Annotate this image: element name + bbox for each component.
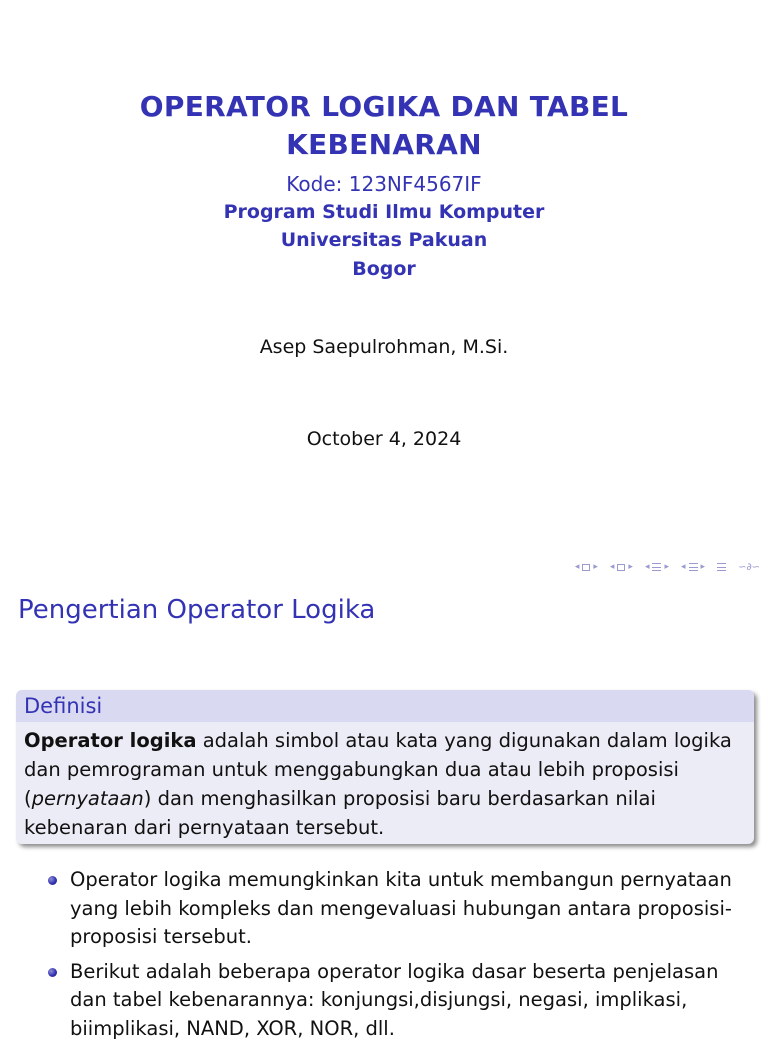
nav-search-group[interactable] xyxy=(738,562,760,573)
course-code: Kode: 123NF4567IF xyxy=(286,172,482,196)
nav-subsection-group[interactable] xyxy=(645,562,669,572)
definition-term: Operator logika xyxy=(24,729,197,752)
frame-title: Pengertian Operator Logika xyxy=(18,595,376,625)
beamer-navigation-bar xyxy=(575,558,760,576)
nav-appendix-group[interactable] xyxy=(717,563,726,571)
title-line-1: OPERATOR LOGIKA DAN TABEL xyxy=(139,90,629,123)
nav-next-arrow-icon[interactable]: ▸ xyxy=(593,562,598,572)
definition-block xyxy=(16,690,754,844)
section-icon[interactable] xyxy=(689,563,698,571)
nav-next-section-icon[interactable]: ▸ xyxy=(700,562,706,572)
nav-section-group[interactable] xyxy=(681,562,705,572)
list-item-text: Operator logika memungkinkan kita untuk membangun pernyataan yang lebih kompleks dan mengevaluasi hubungan antara proposisi-proposisi tersebut. xyxy=(70,868,732,948)
definition-text-2: ) dan menghasilkan proposisi baru berdasarkan nilai kebenaran dari pernyataan tersebut. xyxy=(24,787,656,839)
title-line-2: KEBENARAN xyxy=(286,128,482,161)
institution-university: Universitas Pakuan xyxy=(280,229,488,251)
definition-text-1: adalah simbol atau kata yang digunakan dalam logika dan pemrograman untuk menggabungkan dua atau lebih proposisi ( xyxy=(24,729,732,810)
institution-city: Bogor xyxy=(352,258,416,280)
nav-next-subsection-icon[interactable]: ▸ xyxy=(664,562,669,572)
definition-block-title: Definisi xyxy=(16,690,754,722)
institution-program: Program Studi Ilmu Komputer xyxy=(223,201,545,223)
slide-icon[interactable] xyxy=(582,564,590,571)
nav-slide-group[interactable] xyxy=(575,562,598,572)
definition-block-body xyxy=(16,722,754,842)
presentation-title xyxy=(0,88,768,164)
nav-next-frame-icon[interactable]: ▸ xyxy=(628,562,633,572)
nav-prev-frame-icon[interactable]: ◂ xyxy=(609,562,615,572)
bullet-icon xyxy=(48,968,57,977)
search-icon[interactable]: ∽∂∽ xyxy=(738,561,760,573)
bullet-list xyxy=(48,866,758,1049)
bullet-icon xyxy=(48,876,57,885)
nav-prev-subsection-icon[interactable]: ◂ xyxy=(644,562,650,572)
nav-prev-section-icon[interactable]: ◂ xyxy=(681,562,686,572)
list-item xyxy=(48,958,758,1044)
list-item xyxy=(48,866,758,952)
list-item-text: Berikut adalah beberapa operator logika dasar beserta penjelasan dan tabel kebenarannya: konjungsi,disjungsi, negasi, implikasi, biimplikasi, NAND, XOR, NOR, dll. xyxy=(70,959,719,1040)
nav-frame-group[interactable] xyxy=(610,562,633,572)
frame-icon[interactable] xyxy=(617,564,625,571)
presentation-date: October 4, 2024 xyxy=(306,428,462,450)
definition-italic: pernyataan xyxy=(31,787,144,810)
appendix-icon[interactable] xyxy=(717,563,726,571)
nav-prev-arrow-icon[interactable]: ◂ xyxy=(574,562,580,572)
subsection-icon[interactable] xyxy=(652,563,661,571)
author-name: Asep Saepulrohman, M.Si. xyxy=(259,336,509,358)
